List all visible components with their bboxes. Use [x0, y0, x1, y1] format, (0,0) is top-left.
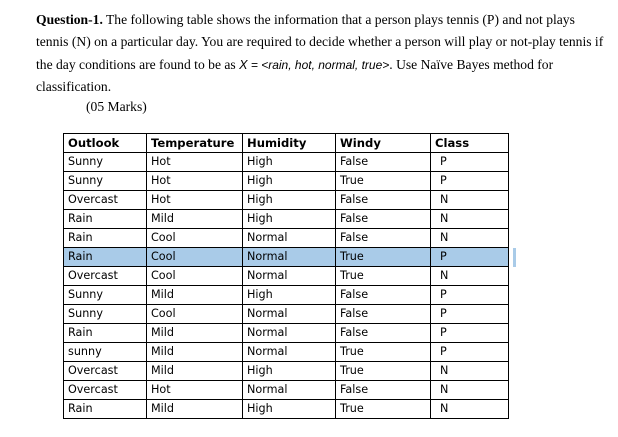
- table-row: [64, 381, 509, 400]
- column-header-humidity: Humidity: [243, 134, 336, 153]
- table-body: [64, 153, 509, 419]
- table-header-row: [64, 134, 509, 153]
- table-row: [64, 153, 509, 172]
- cell-class: N: [431, 362, 509, 381]
- cell-humidity: Normal: [243, 248, 336, 267]
- cell-outlook: Overcast: [64, 381, 147, 400]
- table-row: [64, 343, 509, 362]
- cell-temperature: Hot: [147, 191, 243, 210]
- cell-windy: False: [336, 305, 431, 324]
- column-header-class: Class: [431, 134, 509, 153]
- cell-windy: True: [336, 267, 431, 286]
- cell-windy: True: [336, 343, 431, 362]
- cell-temperature: Cool: [147, 229, 243, 248]
- table-row: [64, 286, 509, 305]
- cell-temperature: Mild: [147, 400, 243, 419]
- cell-temperature: Mild: [147, 362, 243, 381]
- question-condition: <rain, hot, normal, true>: [261, 57, 390, 72]
- cell-outlook: Sunny: [64, 305, 147, 324]
- marks-label: (05 Marks): [86, 99, 147, 114]
- cell-outlook: sunny: [64, 343, 147, 362]
- cell-temperature: Cool: [147, 305, 243, 324]
- cell-class: P: [431, 324, 509, 343]
- cell-class: N: [431, 229, 509, 248]
- cell-class: P: [431, 248, 509, 267]
- table-row: [64, 362, 509, 381]
- cell-class: P: [431, 343, 509, 362]
- cell-windy: False: [336, 229, 431, 248]
- column-header-outlook: Outlook: [64, 134, 147, 153]
- cell-outlook: Rain: [64, 248, 147, 267]
- column-header-windy: Windy: [336, 134, 431, 153]
- cell-temperature: Cool: [147, 248, 243, 267]
- table-row: [64, 248, 509, 267]
- cell-humidity: High: [243, 210, 336, 229]
- cell-windy: False: [336, 324, 431, 343]
- cell-humidity: High: [243, 400, 336, 419]
- cell-outlook: Rain: [64, 400, 147, 419]
- cell-humidity: Normal: [243, 343, 336, 362]
- cell-temperature: Mild: [147, 286, 243, 305]
- question-equals: =: [247, 57, 262, 72]
- cell-humidity: Normal: [243, 305, 336, 324]
- question-label: Question-1.: [36, 12, 103, 27]
- cell-windy: True: [336, 362, 431, 381]
- cell-outlook: Sunny: [64, 172, 147, 191]
- cell-humidity: Normal: [243, 324, 336, 343]
- table-row: [64, 229, 509, 248]
- cell-class: P: [431, 305, 509, 324]
- cell-outlook: Sunny: [64, 153, 147, 172]
- cell-humidity: High: [243, 286, 336, 305]
- cell-windy: False: [336, 153, 431, 172]
- cell-windy: True: [336, 172, 431, 191]
- cell-outlook: Sunny: [64, 286, 147, 305]
- cell-humidity: High: [243, 191, 336, 210]
- cell-windy: False: [336, 191, 431, 210]
- cell-temperature: Hot: [147, 172, 243, 191]
- cell-outlook: Rain: [64, 229, 147, 248]
- cell-class: P: [431, 153, 509, 172]
- table-row: [64, 172, 509, 191]
- cell-class: P: [431, 286, 509, 305]
- cell-class: P: [431, 172, 509, 191]
- cell-outlook: Overcast: [64, 267, 147, 286]
- cell-temperature: Cool: [147, 267, 243, 286]
- cell-windy: False: [336, 286, 431, 305]
- table-row: [64, 267, 509, 286]
- table-row: [64, 305, 509, 324]
- cell-outlook: Rain: [64, 324, 147, 343]
- cell-temperature: Mild: [147, 324, 243, 343]
- cell-windy: True: [336, 400, 431, 419]
- cell-class: N: [431, 400, 509, 419]
- cell-temperature: Mild: [147, 210, 243, 229]
- cell-class: N: [431, 381, 509, 400]
- cell-humidity: Normal: [243, 229, 336, 248]
- question-variable: X: [239, 57, 248, 72]
- table-row: [64, 400, 509, 419]
- tennis-data-table: [63, 133, 509, 419]
- cell-humidity: High: [243, 153, 336, 172]
- question-text-before: The following table shows the information that a person plays tennis (P) and not plays tennis (N) on a particular day. You are required to decide whether a person will play or not-play tennis if the day conditions are found to be as: [36, 12, 604, 72]
- column-header-temperature: Temperature: [147, 134, 243, 153]
- highlight-overflow: [513, 248, 516, 267]
- table-row: [64, 210, 509, 229]
- cell-humidity: High: [243, 362, 336, 381]
- table-row: [64, 324, 509, 343]
- cell-humidity: High: [243, 172, 336, 191]
- cell-humidity: Normal: [243, 381, 336, 400]
- question-paragraph: [36, 9, 608, 98]
- cell-temperature: Hot: [147, 153, 243, 172]
- cell-outlook: Overcast: [64, 191, 147, 210]
- cell-windy: False: [336, 381, 431, 400]
- table-row: [64, 191, 509, 210]
- question-text-after: . Use Naïve Bayes method for classification.: [36, 56, 554, 94]
- cell-class: N: [431, 210, 509, 229]
- cell-outlook: Overcast: [64, 362, 147, 381]
- cell-windy: False: [336, 210, 431, 229]
- cell-windy: True: [336, 248, 431, 267]
- cell-humidity: Normal: [243, 267, 336, 286]
- cell-temperature: Mild: [147, 343, 243, 362]
- cell-temperature: Hot: [147, 381, 243, 400]
- cell-class: N: [431, 191, 509, 210]
- cell-outlook: Rain: [64, 210, 147, 229]
- cell-class: N: [431, 267, 509, 286]
